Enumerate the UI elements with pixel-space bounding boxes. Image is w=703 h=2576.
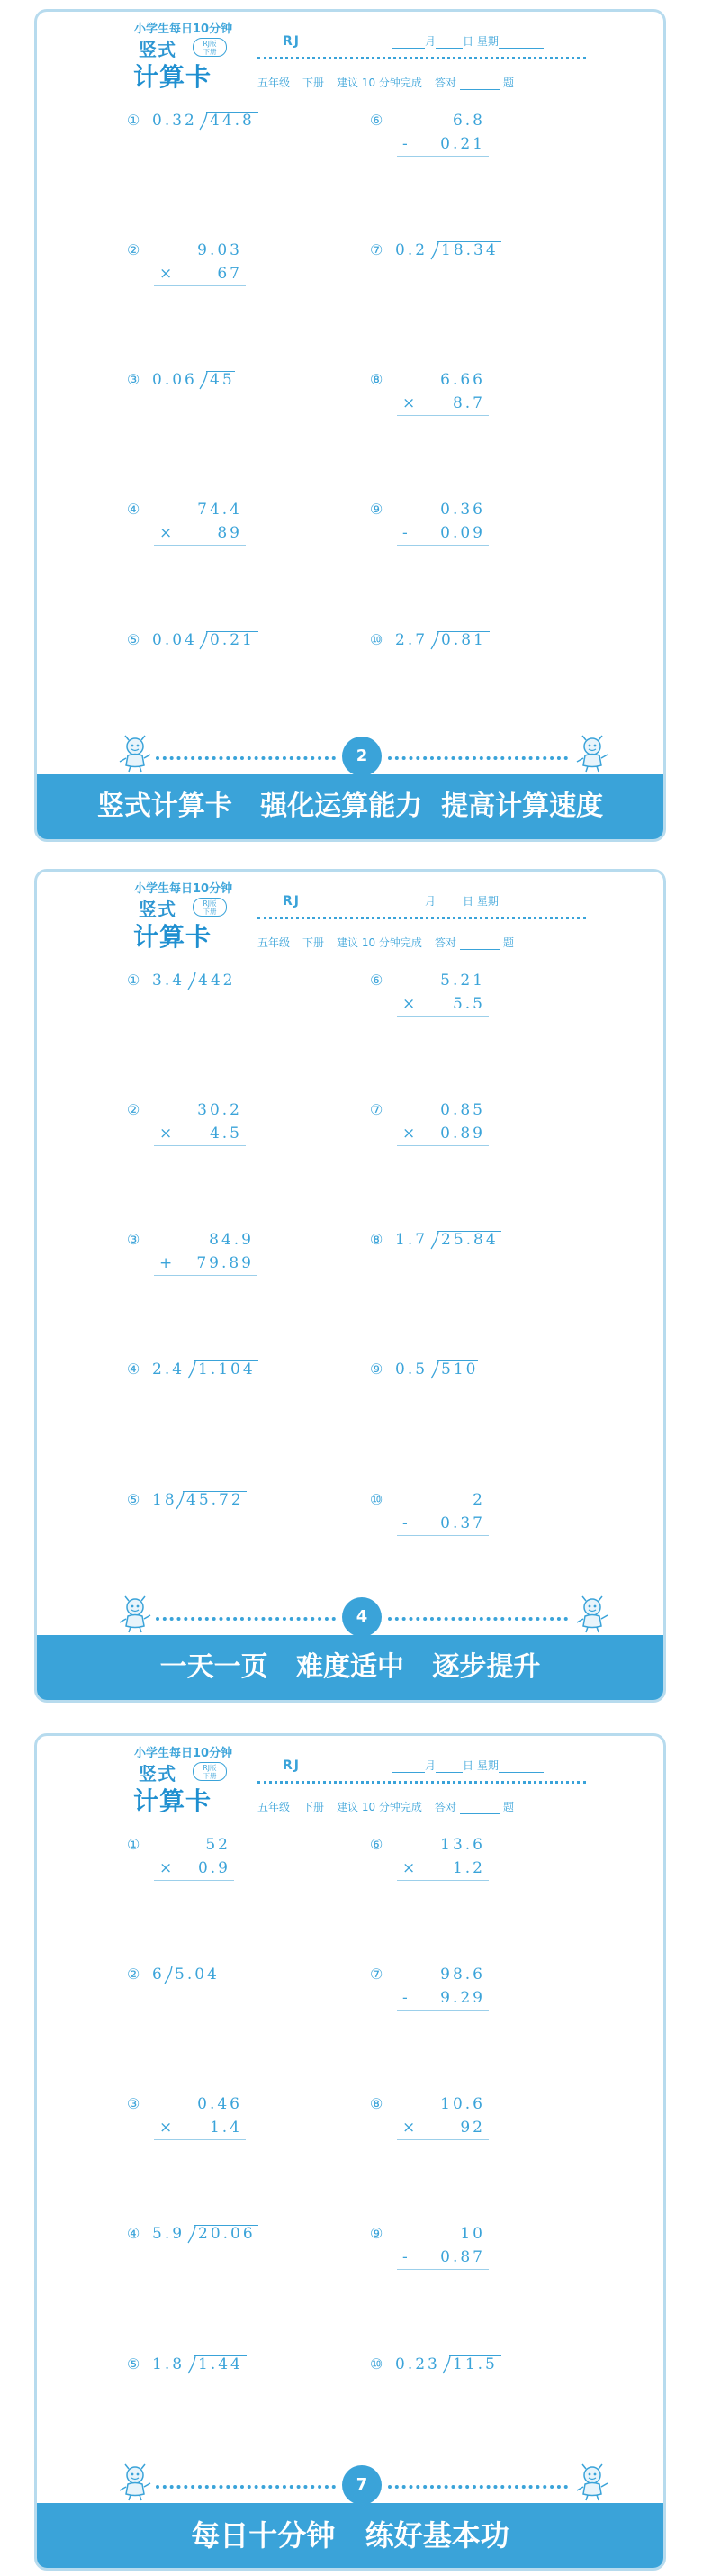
problem-number: ⑤ [127, 1491, 140, 1508]
mascot-right-icon [573, 2463, 611, 2501]
header-dotted-divider [257, 917, 586, 919]
problem-number: ⑩ [370, 1491, 383, 1508]
problem-number: ⑥ [370, 972, 383, 989]
problem [370, 240, 550, 294]
dividend: 20.06 [198, 2225, 256, 2243]
operand-bottom: 0.09 [440, 524, 485, 542]
problem [127, 630, 307, 684]
operand-top: 0.46 [197, 2095, 242, 2113]
weekday-blank[interactable] [499, 1772, 544, 1773]
correct-unit: 题 [502, 77, 514, 89]
problem [370, 2094, 550, 2148]
month-label: 月 [425, 1759, 437, 1772]
problem [370, 1490, 550, 1544]
operand-bottom: 4.5 [209, 1125, 242, 1143]
edition-badge-line2: 下册 [203, 908, 217, 916]
logo-title-top: 竖式 [139, 39, 176, 60]
header-dotted-divider [257, 1781, 586, 1784]
operator: - [402, 524, 410, 542]
card-meta [257, 1799, 595, 1814]
card-meta [257, 75, 595, 90]
operator: × [402, 2119, 419, 2137]
problem [370, 370, 550, 424]
problem-number: ② [127, 241, 140, 258]
edition-label: RJ [283, 34, 301, 49]
day-label: 日 [463, 895, 474, 908]
day-label: 日 [463, 35, 474, 48]
operator: × [402, 1859, 419, 1877]
operand-bottom: 0.37 [440, 1514, 485, 1532]
operand-top: 6.8 [452, 112, 485, 130]
operator: × [402, 394, 419, 412]
operand-bottom: 0.89 [440, 1125, 485, 1143]
operand-bottom: 8.7 [452, 394, 485, 412]
divisor: 0.5 [395, 1360, 428, 1378]
sum-rule [154, 545, 246, 546]
logo-title-top: 竖式 [139, 1763, 176, 1785]
operand-bottom: 89 [217, 524, 242, 542]
sum-rule [397, 545, 489, 546]
problem-number: ⑦ [370, 1966, 383, 1983]
problem [370, 1100, 550, 1154]
problem-number: ⑨ [370, 1360, 383, 1378]
problem [370, 1360, 550, 1414]
footer-dotted-line-right [388, 756, 568, 760]
card-header [37, 12, 663, 97]
term-label: 下册 [302, 1801, 325, 1813]
problem-number: ① [127, 972, 140, 989]
divisor: 6 [152, 1966, 165, 1984]
footer-dotted-line-left [156, 1617, 336, 1621]
series-kicker: 小学生每日10分钟 [134, 882, 233, 896]
problem-number: ④ [127, 1360, 140, 1378]
operator: × [159, 1859, 176, 1877]
footer-dotted-line-right [388, 2485, 568, 2489]
edition-badge-line2: 下册 [203, 1772, 217, 1780]
time-suggestion: 建议 10 分钟完成 [337, 1801, 422, 1813]
operator: + [159, 1254, 176, 1272]
operator: - [402, 1514, 410, 1532]
correct-label: 答对 [434, 77, 456, 89]
problem [127, 2355, 307, 2409]
operand-top: 30.2 [197, 1101, 242, 1119]
card-header [37, 1736, 663, 1821]
operand-bottom: 0.87 [440, 2248, 485, 2266]
edition-badge-line1: RJ版 [203, 40, 217, 48]
operator: × [159, 2119, 176, 2137]
series-kicker: 小学生每日10分钟 [134, 1747, 233, 1760]
weekday-blank[interactable] [499, 48, 544, 49]
operand-top: 9.03 [197, 241, 242, 259]
problem [127, 1965, 307, 2019]
product-logo [131, 35, 230, 92]
problem [370, 1835, 550, 1889]
slogan-banner: 一天一页 难度适中 逐步提升 [37, 1635, 663, 1700]
term-label: 下册 [302, 936, 325, 949]
operand-top: 13.6 [440, 1836, 485, 1854]
operand-top: 2 [473, 1491, 485, 1509]
dividend: 45.72 [186, 1491, 244, 1509]
problem-number: ③ [127, 2095, 140, 2112]
problem-number: ⑦ [370, 1101, 383, 1118]
month-blank[interactable] [392, 48, 425, 49]
logo-title-main: 计算卡 [133, 62, 212, 92]
divisor: 2.4 [152, 1360, 185, 1378]
problem [127, 2224, 307, 2278]
operand-top: 52 [205, 1836, 230, 1854]
sum-rule [154, 2139, 246, 2140]
dividend: 1.44 [198, 2355, 243, 2373]
divisor: 0.2 [395, 241, 428, 259]
day-blank[interactable] [436, 1772, 463, 1773]
operand-top: 98.6 [440, 1966, 485, 1984]
problem-number: ⑩ [370, 631, 383, 648]
operand-top: 74.4 [197, 501, 242, 519]
page-number-badge: 7 [342, 2465, 382, 2505]
time-suggestion: 建议 10 分钟完成 [337, 77, 422, 89]
sum-rule [397, 1145, 489, 1146]
problem [127, 2094, 307, 2148]
mascot-right-icon [573, 1595, 611, 1633]
month-label: 月 [425, 35, 437, 48]
operand-bottom: 1.4 [209, 2119, 242, 2137]
mascot-left-icon [116, 2463, 154, 2501]
sum-rule [397, 1535, 489, 1536]
divisor: 0.04 [152, 631, 197, 649]
sum-rule [397, 156, 489, 157]
dividend: 510 [441, 1360, 479, 1378]
weekday-label: 星期 [476, 1759, 499, 1772]
month-label: 月 [425, 895, 437, 908]
correct-label: 答对 [434, 1801, 456, 1813]
operand-top: 84.9 [209, 1231, 254, 1249]
operand-bottom: 0.21 [440, 135, 485, 153]
card-header [37, 872, 663, 957]
problem [370, 971, 550, 1025]
problem-number: ⑤ [127, 2355, 140, 2373]
problem-number: ③ [127, 371, 140, 388]
dividend: 5.04 [175, 1966, 220, 1984]
divisor: 0.23 [395, 2355, 440, 2373]
operator: × [402, 1125, 419, 1143]
problem [370, 2224, 550, 2278]
footer-dotted-line-left [156, 756, 336, 760]
operand-top: 10.6 [440, 2095, 485, 2113]
problem-number: ③ [127, 1231, 140, 1248]
operand-bottom: 92 [460, 2119, 485, 2137]
problem [127, 1360, 307, 1414]
date-fields [392, 1758, 544, 1773]
sum-rule [154, 1880, 234, 1881]
worksheet-card-2 [34, 869, 666, 1703]
mascot-left-icon [116, 1595, 154, 1633]
term-label: 下册 [302, 77, 325, 89]
problem [127, 370, 307, 424]
sum-rule [397, 2139, 489, 2140]
problem [127, 1835, 307, 1889]
dividend: 442 [198, 972, 236, 990]
operand-top: 6.66 [440, 371, 485, 389]
operator: - [402, 2248, 410, 2266]
problem-number: ⑧ [370, 371, 383, 388]
sum-rule [397, 2269, 489, 2270]
problem-number: ⑤ [127, 631, 140, 648]
mascot-right-icon [573, 735, 611, 773]
edition-badge [193, 898, 227, 917]
problem [370, 2355, 550, 2409]
divisor: 1.8 [152, 2355, 185, 2373]
dividend: 11.5 [453, 2355, 498, 2373]
problem-number: ⑥ [370, 1836, 383, 1853]
dividend: 25.84 [441, 1231, 499, 1249]
time-suggestion: 建议 10 分钟完成 [337, 936, 422, 949]
correct-label: 答对 [434, 936, 456, 949]
problem-number: ⑧ [370, 1231, 383, 1248]
weekday-label: 星期 [476, 35, 499, 48]
problem [127, 1490, 307, 1544]
dividend: 18.34 [441, 241, 499, 259]
date-fields [392, 893, 544, 908]
problem-number: ⑦ [370, 241, 383, 258]
footer-dotted-line-right [388, 1617, 568, 1621]
problem-number: ④ [127, 2225, 140, 2242]
sum-rule [154, 285, 246, 286]
date-fields [392, 33, 544, 49]
operator: × [159, 524, 176, 542]
day-blank[interactable] [436, 48, 463, 49]
dividend: 0.81 [441, 631, 486, 649]
product-logo [131, 1759, 230, 1816]
operand-top: 0.85 [440, 1101, 485, 1119]
dividend: 1.104 [198, 1360, 256, 1378]
grade-label: 五年级 [257, 77, 291, 89]
mascot-left-icon [116, 735, 154, 773]
divisor: 1.7 [395, 1231, 428, 1249]
sum-rule [154, 1145, 246, 1146]
logo-title-top: 竖式 [139, 899, 176, 920]
correct-count-blank[interactable] [460, 89, 500, 90]
weekday-label: 星期 [476, 895, 499, 908]
operand-bottom: 79.89 [196, 1254, 254, 1272]
problem [127, 1230, 307, 1284]
edition-badge-line2: 下册 [203, 48, 217, 56]
problem-number: ⑩ [370, 2355, 383, 2373]
card-meta [257, 935, 595, 950]
problem [127, 971, 307, 1025]
divisor: 0.32 [152, 112, 197, 130]
operator: - [402, 1989, 410, 2007]
problem [370, 630, 550, 684]
grade-label: 五年级 [257, 936, 291, 949]
logo-title-main: 计算卡 [133, 1786, 212, 1816]
day-label: 日 [463, 1759, 474, 1772]
edition-badge [193, 1762, 227, 1781]
operator: - [402, 135, 410, 153]
problem [370, 500, 550, 554]
sum-rule [397, 415, 489, 416]
correct-count-blank[interactable] [460, 949, 500, 950]
footer-dotted-line-left [156, 2485, 336, 2489]
dividend: 44.8 [210, 112, 255, 130]
operand-top: 10 [460, 2225, 485, 2243]
operand-top: 5.21 [440, 972, 485, 990]
page-number-badge: 4 [342, 1597, 382, 1637]
operand-bottom: 0.9 [197, 1859, 230, 1877]
grade-label: 五年级 [257, 1801, 291, 1813]
problem-number: ④ [127, 501, 140, 518]
operator: × [402, 995, 419, 1013]
sum-rule [397, 2010, 489, 2011]
problem-number: ② [127, 1966, 140, 1983]
sum-rule [154, 1275, 257, 1276]
worksheet-card-3 [34, 1733, 666, 2571]
divisor: 5.9 [152, 2225, 185, 2243]
sum-rule [397, 1016, 489, 1017]
edition-label: RJ [283, 1758, 301, 1773]
operator: × [159, 265, 176, 283]
problem [370, 1230, 550, 1284]
dividend: 0.21 [210, 631, 255, 649]
operand-bottom: 5.5 [452, 995, 485, 1013]
problem [127, 1100, 307, 1154]
problem-number: ⑥ [370, 112, 383, 129]
operand-top: 0.36 [440, 501, 485, 519]
problem [127, 111, 307, 165]
correct-unit: 题 [502, 936, 514, 949]
product-logo [131, 895, 230, 952]
page-number-badge: 2 [342, 737, 382, 776]
edition-label: RJ [283, 894, 301, 908]
edition-badge [193, 38, 227, 57]
divisor: 3.4 [152, 972, 185, 990]
operand-bottom: 67 [217, 265, 242, 283]
problem [127, 500, 307, 554]
edition-badge-line1: RJ版 [203, 1764, 217, 1772]
month-blank[interactable] [392, 1772, 425, 1773]
correct-unit: 题 [502, 1801, 514, 1813]
divisor: 2.7 [395, 631, 428, 649]
series-kicker: 小学生每日10分钟 [134, 23, 233, 36]
divisor: 18 [152, 1491, 177, 1509]
dividend: 45 [210, 371, 235, 389]
problem-number: ⑧ [370, 2095, 383, 2112]
sum-rule [397, 1880, 489, 1881]
operand-bottom: 1.2 [452, 1859, 485, 1877]
problem [127, 240, 307, 294]
divisor: 0.06 [152, 371, 197, 389]
operand-bottom: 9.29 [440, 1989, 485, 2007]
correct-count-blank[interactable] [460, 1813, 500, 1814]
edition-badge-line1: RJ版 [203, 899, 217, 908]
slogan-banner: 每日十分钟 练好基本功 [37, 2503, 663, 2568]
worksheet-card-1 [34, 9, 666, 842]
logo-title-main: 计算卡 [133, 922, 212, 952]
problem-number: ② [127, 1101, 140, 1118]
problem [370, 1965, 550, 2019]
problem-number: ① [127, 1836, 140, 1853]
header-dotted-divider [257, 57, 586, 59]
operator: × [159, 1125, 176, 1143]
problem [370, 111, 550, 165]
problem-number: ⑨ [370, 501, 383, 518]
slogan-banner: 竖式计算卡 强化运算能力 提高计算速度 [37, 774, 663, 839]
problem-number: ① [127, 112, 140, 129]
problem-number: ⑨ [370, 2225, 383, 2242]
